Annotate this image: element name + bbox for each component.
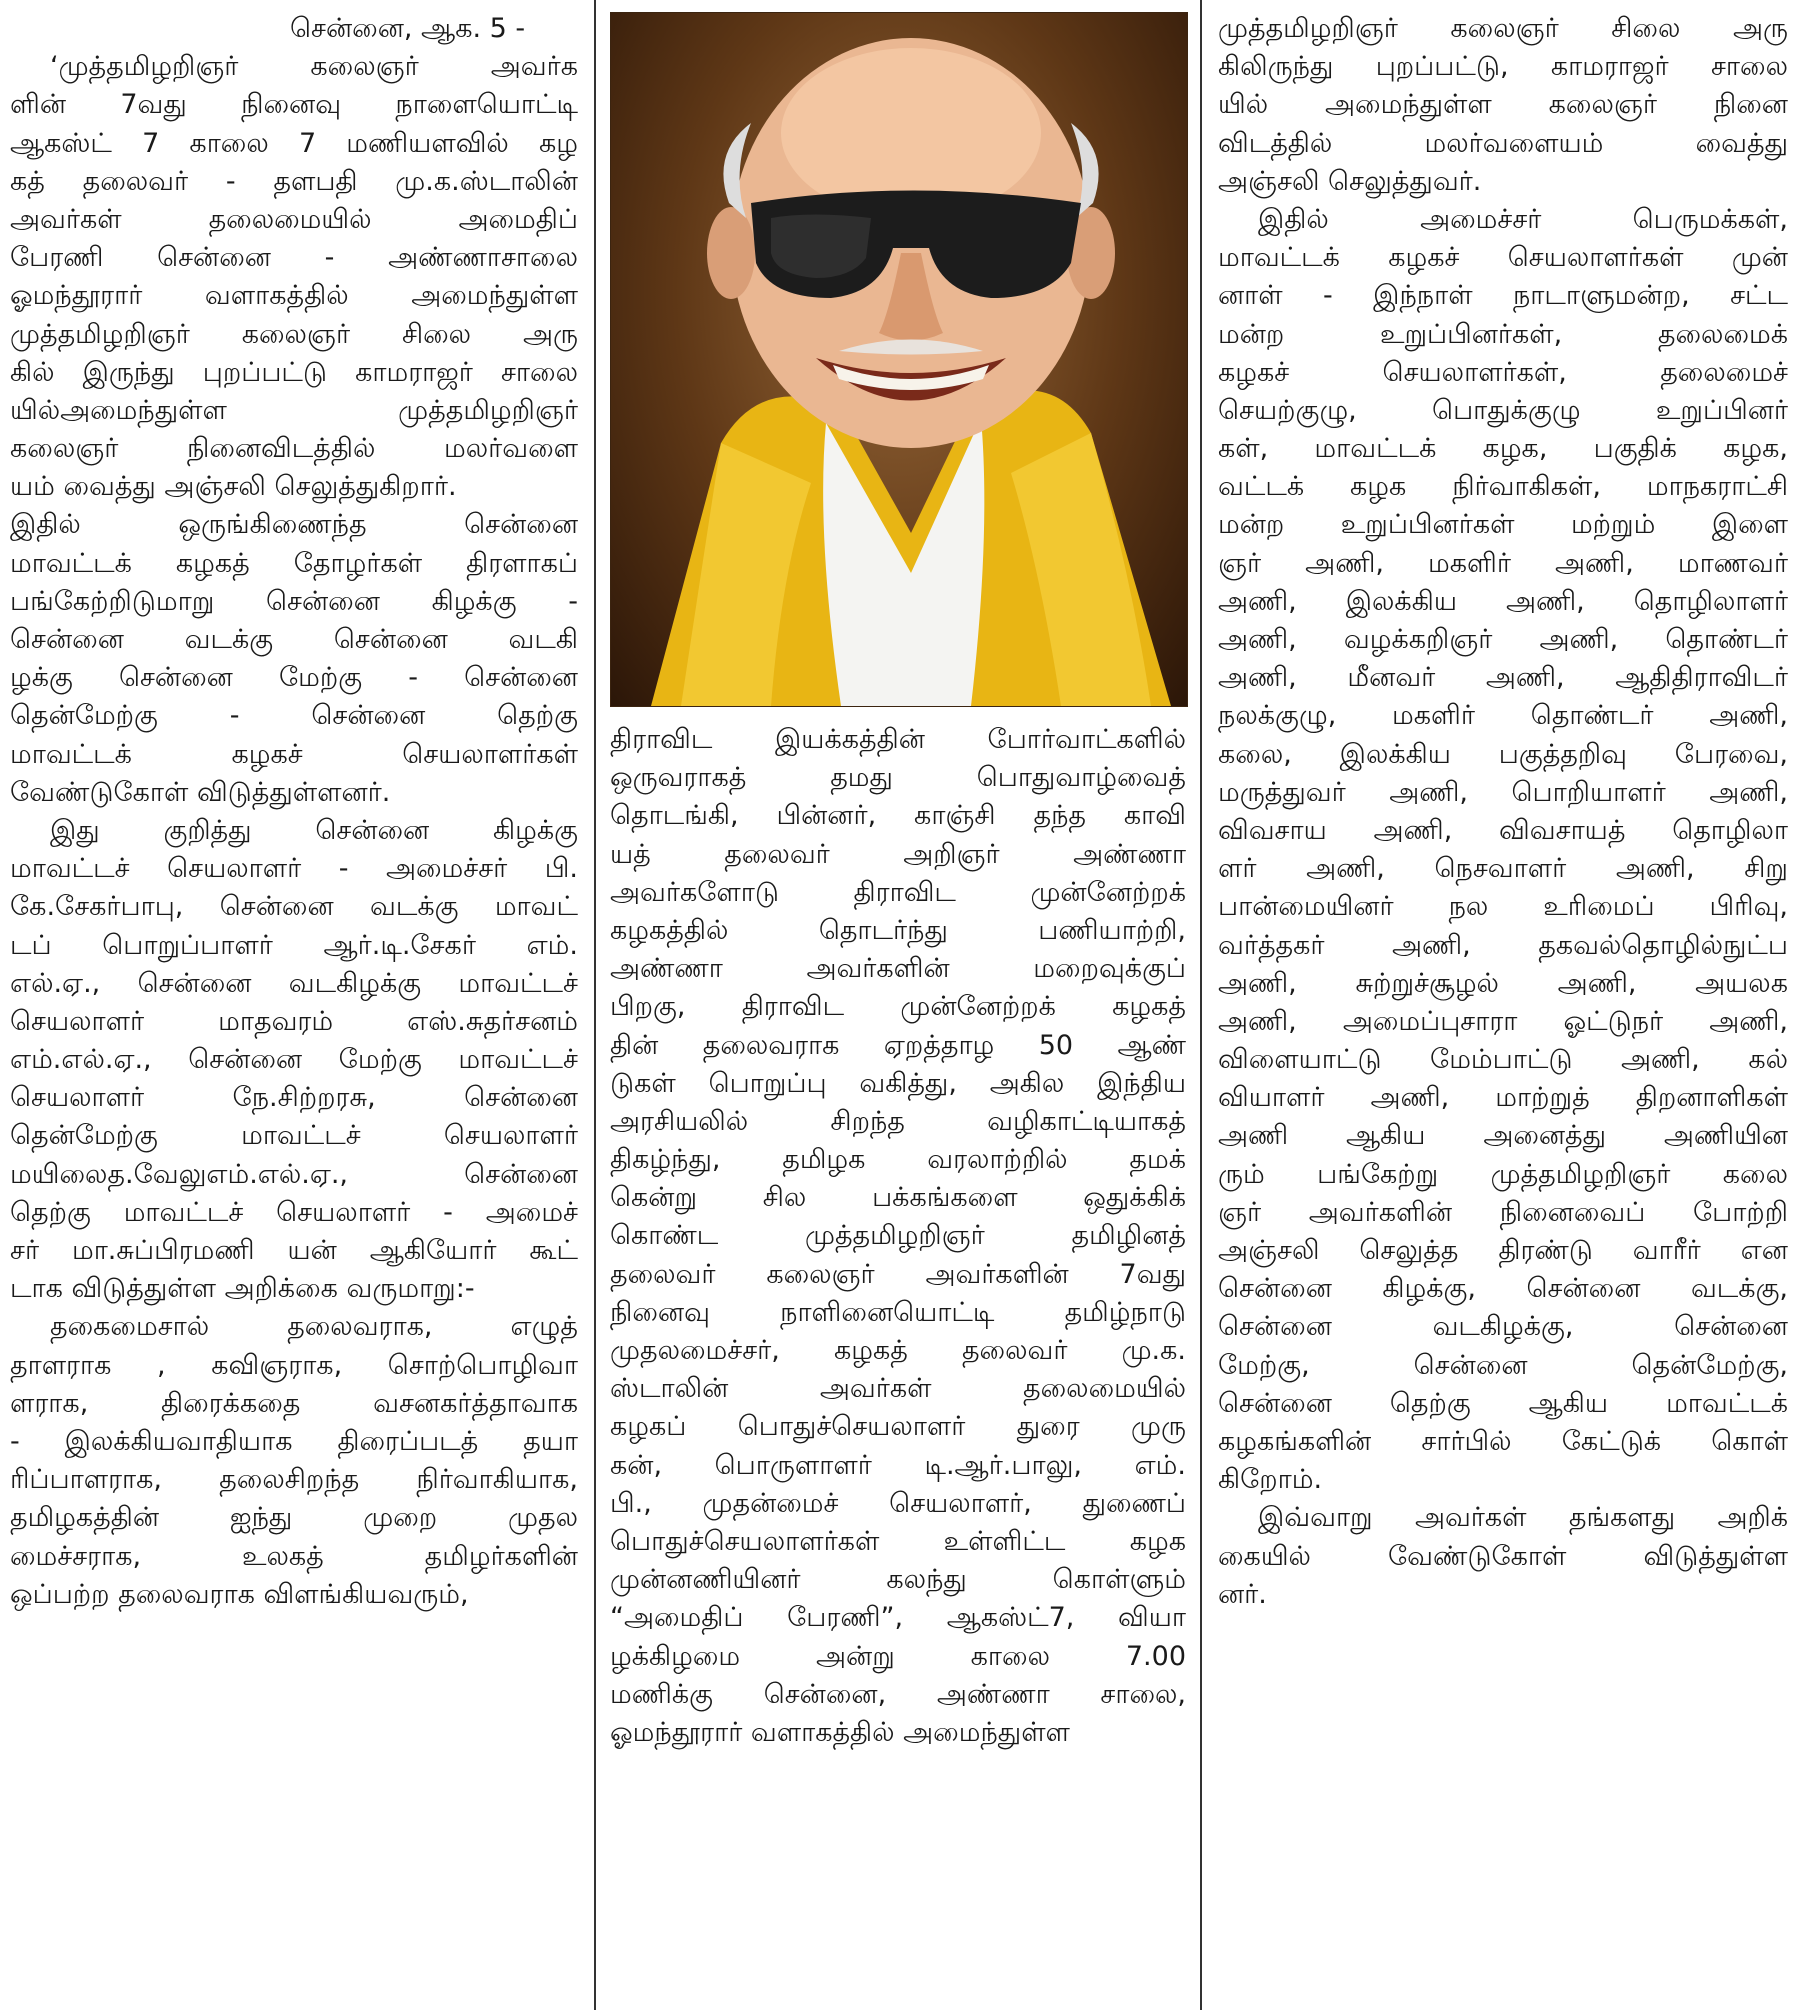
text-line: ஓமந்தூரார் வளாகத்தில் அமைந்துள்ள — [610, 1716, 1070, 1748]
text-line: செயலாளர் மாதவரம் எஸ்.சுதர்சனம் — [10, 1005, 578, 1037]
text-line: கன், பொருளாளர் டி.ஆர்.பாலு, எம். — [610, 1449, 1186, 1481]
text-line: கலைஞர் நினைவிடத்தில் மலர்வளை — [10, 433, 578, 465]
article-column-2-text — [610, 721, 1186, 1752]
text-line: கையில் வேண்டுகோள் விடுத்துள்ள — [1218, 1540, 1788, 1572]
text-line: விடத்தில் மலர்வளையம் வைத்து — [1218, 127, 1788, 159]
text-line: கென்று சில பக்கங்களை ஒதுக்கிக் — [610, 1182, 1186, 1214]
text-line: வர்த்தகர் அணி, தகவல்தொழில்நுட்ப — [1218, 929, 1788, 961]
text-line: முத்தமிழறிஞர் கலைஞர் சிலை அரு — [10, 318, 578, 350]
text-line: யில்அமைந்துள்ள முத்தமிழறிஞர் — [10, 394, 578, 426]
text-line: - இலக்கியவாதியாக திரைப்படத் தயா — [10, 1425, 578, 1457]
text-line: பேரணி சென்னை - அண்ணாசாலை — [10, 242, 578, 274]
text-line: யம் வைத்து அஞ்சலி செலுத்துகிறார். — [10, 471, 457, 503]
portrait-photo — [610, 12, 1188, 707]
text-line: ளின் 7வது நினைவு நாளையொட்டி — [10, 89, 578, 121]
text-line: ளர் அணி, நெசவாளர் அணி, சிறு — [1218, 853, 1788, 885]
text-line: ஆகஸ்ட் 7 காலை 7 மணியளவில் கழ — [10, 127, 578, 159]
text-line: சென்னை, ஆக. 5 - — [290, 13, 526, 44]
article-column-1 — [0, 0, 590, 2010]
text-line: அணி, அமைப்புசாரா ஓட்டுநர் அணி, — [1218, 1005, 1788, 1037]
text-line: ஞர் அவர்களின் நினைவைப் போற்றி — [1218, 1196, 1788, 1228]
text-line: கழகப் பொதுச்செயலாளர் துரை முரு — [610, 1411, 1186, 1443]
text-line: முன்னணியினர் கலந்து கொள்ளும் — [610, 1564, 1186, 1596]
article-column-2 — [600, 0, 1196, 2010]
text-line: ழக்கு சென்னை மேற்கு - சென்னை — [10, 662, 578, 694]
text-line: அவர்கள் தலைமையில் அமைதிப் — [10, 203, 578, 235]
text-line: டப் பொறுப்பாளர் ஆர்.டி.சேகர் எம். — [10, 929, 578, 961]
text-line: அவர்களோடு திராவிட முன்னேற்றக் — [610, 876, 1186, 908]
text-line: பொதுச்செயலாளர்கள் உள்ளிட்ட கழக — [610, 1525, 1186, 1557]
text-line: கத் தலைவர் - தளபதி மு.க.ஸ்டாலின் — [10, 165, 578, 197]
text-line: நினைவு நாளினையொட்டி தமிழ்நாடு — [610, 1296, 1186, 1328]
text-line: எல்.ஏ., சென்னை வடகிழக்கு மாவட்டச் — [10, 967, 578, 999]
text-line: எம்.எல்.ஏ., சென்னை மேற்கு மாவட்டச் — [10, 1044, 578, 1076]
text-line: யத் தலைவர் அறிஞர் அண்ணா — [610, 838, 1186, 870]
text-line: அணி, இலக்கிய அணி, தொழிலாளர் — [1218, 585, 1788, 617]
text-line: சர் மா.சுப்பிரமணி யன் ஆகியோர் கூட் — [10, 1235, 578, 1266]
text-line: தமிழகத்தின் ஐந்து முறை முதல — [10, 1502, 578, 1534]
text-line: விவசாய அணி, விவசாயத் தொழிலா — [1218, 814, 1788, 846]
text-line: தென்மேற்கு - சென்னை தெற்கு — [10, 700, 578, 732]
text-line: அணி, மீனவர் அணி, ஆதிதிராவிடர் — [1218, 662, 1788, 694]
text-line: மாவட்டக் கழகத் தோழர்கள் திரளாகப் — [10, 547, 578, 579]
text-line: வட்டக் கழக நிர்வாகிகள், மாநகராட்சி — [1218, 471, 1788, 503]
text-line: ஓமந்தூரார் வளாகத்தில் அமைந்துள்ள — [10, 280, 578, 312]
column-divider — [1200, 0, 1202, 2010]
text-line: செயற்குழு, பொதுக்குழு உறுப்பினர் — [1218, 394, 1788, 426]
text-line: தலைவர் கலைஞர் அவர்களின் 7வது — [610, 1258, 1186, 1290]
text-line: மைச்சராக, உலகத் தமிழர்களின் — [10, 1540, 578, 1572]
text-line: மன்ற உறுப்பினர்கள், தலைமைக் — [1218, 318, 1788, 350]
text-line: ஒப்பற்ற தலைவராக விளங்கியவரும், — [10, 1578, 469, 1610]
text-line: யில் அமைந்துள்ள கலைஞர் நினை — [1218, 89, 1788, 121]
text-line: செயலாளர் நே.சிற்றரசு, சென்னை — [10, 1082, 578, 1114]
text-line: பான்மையினர் நல உரிமைப் பிரிவு, — [1218, 891, 1788, 923]
text-line: மன்ற உறுப்பினர்கள் மற்றும் இளை — [1218, 509, 1788, 541]
text-line: வியாளர் அணி, மாற்றுத் திறனாளிகள் — [1218, 1082, 1788, 1114]
text-line: சென்னை வடகிழக்கு, சென்னை — [1218, 1311, 1788, 1343]
text-line: ரிப்பாளராக, தலைசிறந்த நிர்வாகியாக, — [10, 1464, 578, 1496]
text-line: திகழ்ந்து, தமிழக வரலாற்றில் தமக் — [610, 1144, 1186, 1176]
text-line: சென்னை கிழக்கு, சென்னை வடக்கு, — [1218, 1273, 1788, 1305]
text-line: தின் தலைவராக ஏறத்தாழ 50 ஆண் — [610, 1029, 1186, 1061]
text-line: கிறோம். — [1218, 1464, 1323, 1496]
text-line: இதில் ஒருங்கிணைந்த சென்னை — [10, 509, 578, 541]
text-line: தகைமைசால் தலைவராக, எழுத் — [50, 1311, 578, 1343]
text-line: கழகத்தில் தொடர்ந்து பணியாற்றி, — [610, 914, 1186, 946]
text-line: ஒருவராகத் தமது பொதுவாழ்வைத் — [610, 762, 1186, 794]
text-line: அணி ஆகிய அனைத்து அணியின — [1218, 1120, 1788, 1152]
text-line: மேற்கு, சென்னை தென்மேற்கு, — [1218, 1349, 1788, 1381]
text-line: ரும் பங்கேற்று முத்தமிழறிஞர் கலை — [1218, 1158, 1788, 1190]
text-line: னர். — [1218, 1578, 1267, 1610]
text-line: பி., முதன்மைச் செயலாளர், துணைப் — [610, 1487, 1186, 1519]
text-line: இது குறித்து சென்னை கிழக்கு — [50, 814, 578, 846]
text-line: அணி, வழக்கறிஞர் அணி, தொண்டர் — [1218, 624, 1788, 655]
text-line: கலை, இலக்கிய பகுத்தறிவு பேரவை, — [1218, 738, 1788, 770]
text-line: தெற்கு மாவட்டச் செயலாளர் - அமைச் — [10, 1196, 578, 1228]
text-line: கழகச் செயலாளர்கள், தலைமைச் — [1218, 356, 1788, 388]
text-line: மருத்துவர் அணி, பொறியாளர் அணி, — [1218, 776, 1788, 808]
text-line: நலக்குழு, மகளிர் தொண்டர் அணி, — [1218, 700, 1788, 732]
text-line: ஞர் அணி, மகளிர் அணி, மாணவர் — [1218, 547, 1788, 579]
text-line: கொண்ட முத்தமிழறிஞர் தமிழினத் — [610, 1220, 1186, 1252]
text-line: பங்கேற்றிடுமாறு சென்னை கிழக்கு - — [10, 585, 578, 617]
text-line: அஞ்சலி செலுத்த திரண்டு வாரீர் என — [1218, 1235, 1788, 1266]
text-line: அணி, சுற்றுச்சூழல் அணி, அயலக — [1218, 967, 1788, 999]
text-line: மயிலைத.வேலுஎம்.எல்.ஏ., சென்னை — [10, 1158, 578, 1190]
text-line: மாவட்டக் கழகச் செயலாளர்கள் முன் — [1218, 242, 1788, 274]
text-line: கிலிருந்து புறப்பட்டு, காமராஜர் சாலை — [1218, 51, 1788, 83]
text-line: சென்னை வடக்கு சென்னை வடகி — [10, 624, 578, 655]
text-line: ளராக, திரைக்கதை வசனகர்த்தாவாக — [10, 1387, 578, 1419]
text-line: அரசியலில் சிறந்த வழிகாட்டியாகத் — [610, 1105, 1186, 1137]
text-line: விளையாட்டு மேம்பாட்டு அணி, கல் — [1218, 1044, 1788, 1076]
column-divider — [594, 0, 596, 2010]
text-line: ஸ்டாலின் அவர்கள் தலைமையில் — [610, 1373, 1186, 1405]
text-line: பிறகு, திராவிட முன்னேற்றக் கழகத் — [610, 991, 1186, 1023]
text-line: டுகள் பொறுப்பு வகித்து, அகில இந்திய — [610, 1067, 1186, 1099]
text-line: டாக விடுத்துள்ள அறிக்கை வருமாறு:- — [10, 1273, 475, 1305]
text-line: ‘முத்தமிழறிஞர் கலைஞர் அவர்க — [50, 51, 578, 83]
text-line: அஞ்சலி செலுத்துவர். — [1218, 165, 1482, 197]
text-line: முத்தமிழறிஞர் கலைஞர் சிலை அரு — [1218, 13, 1788, 44]
text-line: ழக்கிழமை அன்று காலை 7.00 — [610, 1640, 1186, 1672]
text-line: தொடங்கி, பின்னர், காஞ்சி தந்த காவி — [610, 800, 1186, 832]
text-line: அண்ணா அவர்களின் மறைவுக்குப் — [610, 953, 1186, 985]
text-line: மணிக்கு சென்னை, அண்ணா சாலை, — [610, 1678, 1186, 1710]
text-line: கழகங்களின் சார்பில் கேட்டுக் கொள் — [1218, 1425, 1788, 1457]
text-line: இவ்வாறு அவர்கள் தங்களது அறிக் — [1258, 1502, 1788, 1534]
text-line: கள், மாவட்டக் கழக, பகுதிக் கழக, — [1218, 433, 1788, 465]
text-line: வேண்டுகோள் விடுத்துள்ளனர். — [10, 776, 391, 808]
article-column-3 — [1206, 0, 1794, 2010]
text-line: தாளராக , கவிஞராக, சொற்பொழிவா — [10, 1349, 578, 1381]
text-line: இதில் அமைச்சர் பெருமக்கள், — [1258, 203, 1788, 235]
text-line: மாவட்டச் செயலாளர் - அமைச்சர் பி. — [10, 853, 578, 885]
text-line: சென்னை தெற்கு ஆகிய மாவட்டக் — [1218, 1387, 1788, 1419]
text-line: திராவிட இயக்கத்தின் போர்வாட்களில் — [610, 724, 1186, 755]
text-line: மாவட்டக் கழகச் செயலாளர்கள் — [10, 738, 578, 770]
text-line: முதலமைச்சர், கழகத் தலைவர் மு.க. — [610, 1335, 1186, 1366]
text-line: கில் இருந்து புறப்பட்டு காமராஜர் சாலை — [10, 356, 578, 388]
text-line: கே.சேகர்பாபு, சென்னை வடக்கு மாவட் — [10, 891, 578, 923]
text-line: “அமைதிப் பேரணி”, ஆகஸ்ட்7, வியா — [610, 1602, 1186, 1634]
text-line: தென்மேற்கு மாவட்டச் செயலாளர் — [10, 1120, 578, 1152]
text-line: னாள் - இந்நாள் நாடாளுமன்ற, சட்ட — [1218, 280, 1788, 312]
